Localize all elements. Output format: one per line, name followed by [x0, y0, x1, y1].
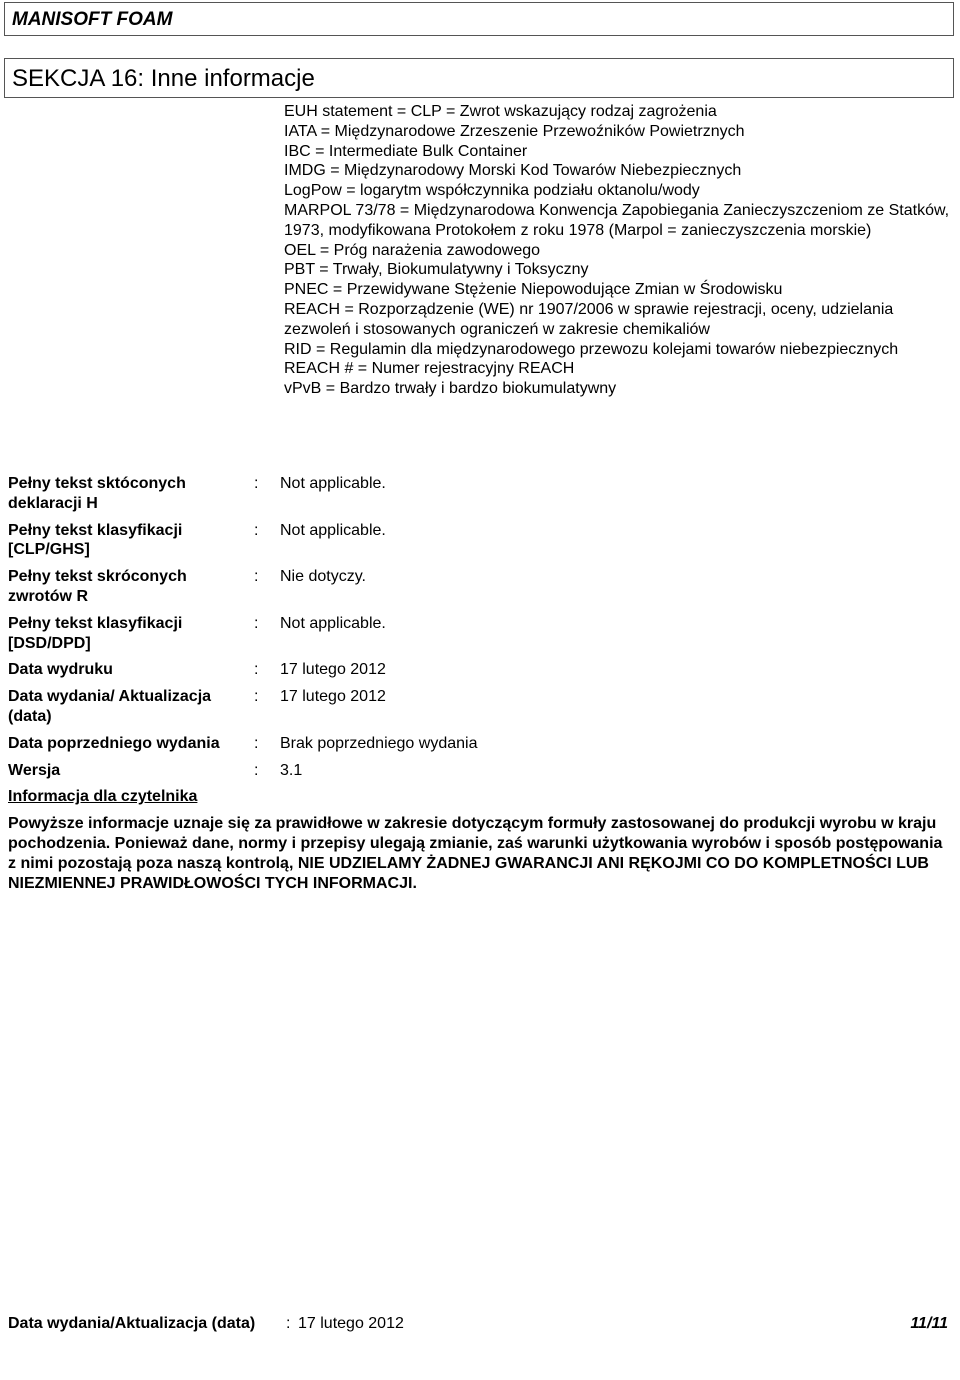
section-title: SEKCJA 16: Inne informacje — [12, 65, 315, 92]
info-colon: : — [254, 521, 259, 539]
abbreviation-item: IBC = Intermediate Bulk Container — [284, 142, 528, 160]
reader-info-heading: Informacja dla czytelnika — [8, 788, 198, 805]
info-value: Not applicable. — [280, 614, 386, 632]
info-label: Data wydruku — [8, 661, 113, 679]
info-value: Not applicable. — [280, 521, 386, 539]
info-label: Pełny tekst klasyfikacji [CLP/GHS] — [8, 521, 183, 559]
info-label: Data wydania/ Aktualizacja (data) — [8, 688, 212, 725]
product-name: MANISOFT FOAM — [12, 9, 173, 30]
abbreviation-item: REACH # = Numer rejestracyjny REACH — [284, 360, 575, 378]
info-label: Data poprzedniego wydania — [8, 734, 220, 752]
info-colon: : — [254, 568, 259, 586]
abbreviation-item: EUH statement = CLP = Zwrot wskazujący rodzaj zagrożenia — [284, 103, 717, 120]
info-colon: : — [254, 688, 259, 706]
info-row — [8, 567, 948, 607]
section-header — [4, 58, 954, 98]
info-value: 3.1 — [280, 761, 303, 779]
info-label: Pełny tekst sktóconych deklaracji H — [8, 475, 186, 512]
info-value: Not applicable. — [280, 475, 386, 492]
info-value: Nie dotyczy. — [280, 568, 366, 586]
abbreviation-item: IATA = Międzynarodowe Zrzeszenie Przewoźników Powietrznych — [284, 122, 745, 140]
abbreviation-item: MARPOL 73/78 = Międzynarodowa Konwencja Zapobiegania Zanieczyszczeniom ze Statków, 1973, modyfikowana Protokołem z roku 1978 (Marpol = zanieczyszczenia morskie) — [284, 201, 950, 239]
footer-colon: : — [286, 1315, 291, 1332]
info-label: Pełny tekst klasyfikacji [DSD/DPD] — [8, 614, 183, 652]
abbreviation-item: vPvB = Bardzo trwały i bardzo biokumulatywny — [284, 380, 617, 398]
abbreviation-list — [284, 102, 954, 399]
info-colon: : — [254, 761, 259, 779]
abbreviation-item: RID = Regulamin dla międzynarodowego przewozu kolejami towarów niebezpiecznych — [284, 340, 899, 358]
info-colon: : — [254, 734, 259, 752]
info-table — [8, 474, 948, 787]
document-header — [4, 2, 954, 36]
footer-date: 17 lutego 2012 — [298, 1315, 404, 1332]
abbreviation-item: LogPow = logarytm współczynnika podziału oktanolu/wody — [284, 182, 700, 200]
info-row — [8, 521, 948, 561]
info-value: 17 lutego 2012 — [280, 688, 386, 706]
info-value: Brak poprzedniego wydania — [280, 734, 478, 752]
abbreviation-item: PBT = Trwały, Biokumulatywny i Toksyczny — [284, 261, 589, 279]
footer-label: Data wydania/Aktualizacja (data) — [8, 1315, 256, 1332]
info-row — [8, 687, 948, 727]
page-number: 11/11 — [910, 1315, 948, 1332]
info-row — [8, 734, 948, 754]
info-label: Pełny tekst skróconych zwrotów R — [8, 568, 187, 605]
abbreviation-item: OEL = Próg narażenia zawodowego — [284, 241, 541, 259]
info-row — [8, 761, 948, 781]
reader-info-text: Powyższe informacje uznaje się za prawidłowe w zakresie dotyczącym formuły zastosowanej do produkcji wyrobu w kraju pochodzenia. Ponieważ dane, normy i przepisy ulegają zmianie, zaś warunki użytkowania wyrobów i sposób postępowania z nimi pozostają poza naszą kontrolą, NIE UDZIELAMY ŻADNEJ GWARANCJI ANI RĘKOJMI CO DO KOMPLETNOŚCI LUB NIEZMIENNEJ PRAWIDŁOWOŚCI TYCH INFORMACJI. — [8, 815, 943, 892]
info-row — [8, 660, 948, 680]
info-row — [8, 474, 948, 514]
info-colon: : — [254, 475, 259, 492]
abbreviation-item: IMDG = Międzynarodowy Morski Kod Towarów Niebezpiecznych — [284, 162, 742, 180]
info-value: 17 lutego 2012 — [280, 661, 386, 679]
info-label: Wersja — [8, 761, 61, 779]
abbreviation-item: PNEC = Przewidywane Stężenie Niepowodujące Zmian w Środowisku — [284, 281, 783, 299]
info-colon: : — [254, 661, 259, 679]
abbreviation-item: REACH = Rozporządzenie (WE) nr 1907/2006 w sprawie rejestracji, oceny, udzielania zezwoleń i stosowanych ograniczeń w zakresie chemikaliów — [284, 300, 894, 338]
info-colon: : — [254, 614, 259, 632]
info-row — [8, 614, 948, 654]
